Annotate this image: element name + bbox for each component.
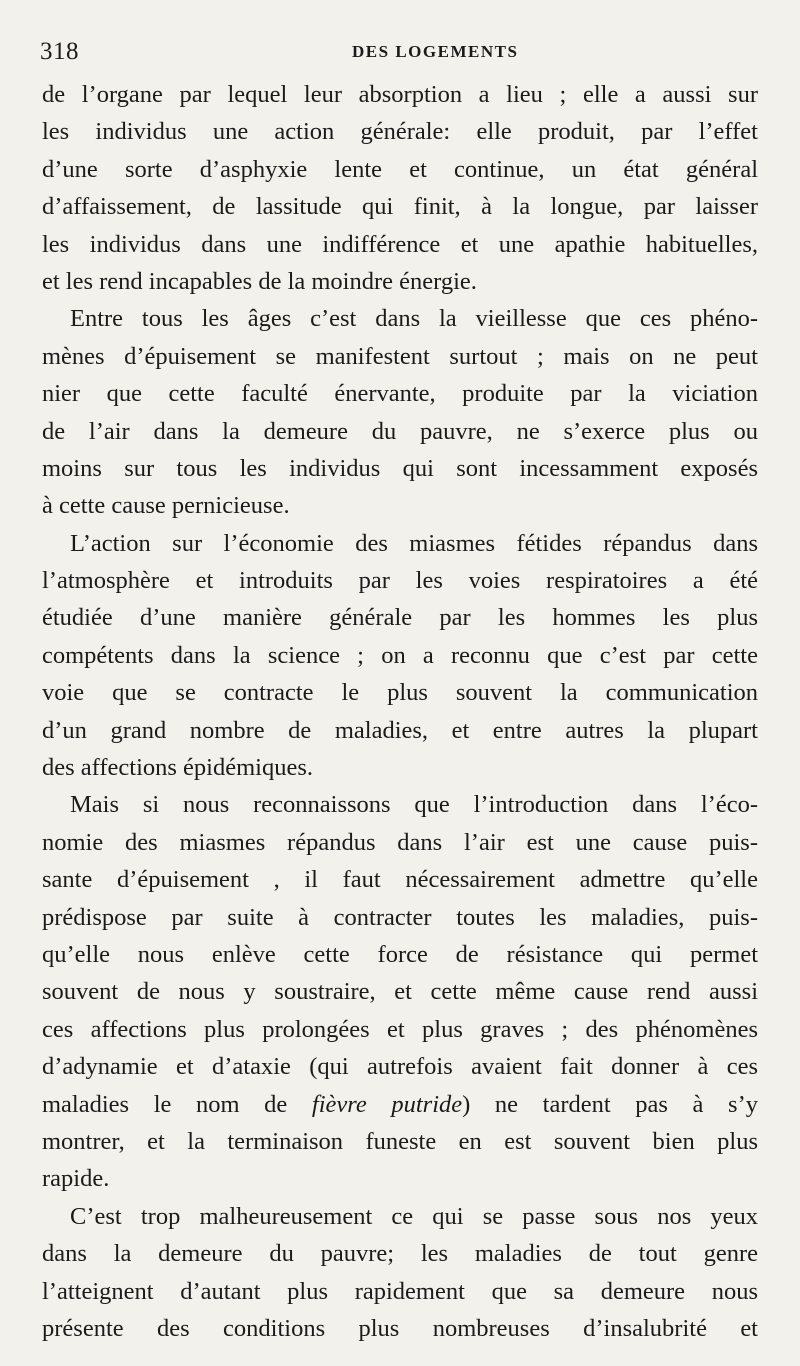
text-line: de l’organe par lequel leur absorption a lieu ; elle a aussi sur [42, 81, 758, 108]
running-title: DES LOGEMENTS [352, 42, 519, 61]
text-line: ces affections plus prolongées et plus graves ; des phénomènes [42, 1015, 758, 1043]
text-line: d’affaissement, de lassitude qui finit, à la longue, par laisser [42, 193, 758, 221]
text-line: les individus dans une indifférence et une apathie habituelles, [42, 230, 758, 258]
text-line: compétents dans la science ; on a reconnu que c’est par cette [42, 641, 758, 669]
page-number: 318 [40, 38, 79, 65]
text-line: nomie des miasmes répandus dans l’air est une cause puis- [42, 828, 758, 856]
text-line: nier que cette faculté énervante, produite par la viciation [42, 380, 758, 408]
text-segment: maladies le nom de [42, 1090, 312, 1118]
text-line: qu’elle nous enlève cette force de résistance qui permet [42, 940, 758, 968]
text-line: Mais si nous reconnaissons que l’introduction dans l’éco- [70, 791, 758, 819]
text-line: C’est trop malheureusement ce qui se passe sous nos yeux [70, 1202, 758, 1230]
text-line: d’une sorte d’asphyxie lente et continue, un état général [42, 155, 758, 183]
text-line: présente des conditions plus nombreuses d’insalubrité et [42, 1314, 758, 1342]
text-line: dans la demeure du pauvre; les maladies de tout genre [42, 1240, 758, 1268]
text-line: l’atmosphère et introduits par les voies respiratoires a été [42, 567, 758, 595]
text-line: à cette cause pernicieuse. [42, 492, 290, 520]
italic-phrase: fièvre putride [311, 1090, 463, 1118]
text-line: L’action sur l’économie des miasmes fétides répandus dans [70, 529, 758, 557]
page-header [40, 38, 760, 68]
text-line: montrer, et la terminaison funeste en est souvent bien plus [42, 1127, 758, 1155]
text-segment: ) ne tardent pas à s’y [462, 1090, 758, 1118]
text-line: d’un grand nombre de maladies, et entre autres la plupart [42, 716, 758, 744]
text-line: les individus une action générale: elle produit, par l’effet [42, 118, 758, 146]
text-line: et les rend incapables de la moindre énergie. [42, 267, 477, 295]
text-line [42, 1086, 758, 1123]
text-line: moins sur tous les individus qui sont incessamment exposés [42, 454, 758, 482]
text-line: Entre tous les âges c’est dans la vieillesse que ces phéno- [70, 305, 758, 333]
text-line: sante d’épuisement , il faut nécessairement admettre qu’elle [42, 866, 758, 894]
text-line: voie que se contracte le plus souvent la communication [42, 679, 758, 707]
text-line: prédispose par suite à contracter toutes les maladies, puis- [42, 903, 758, 931]
text-line: rapide. [42, 1165, 110, 1193]
text-line: l’atteignent d’autant plus rapidement que sa demeure nous [42, 1277, 758, 1305]
text-line: de l’air dans la demeure du pauvre, ne s’exerce plus ou [42, 417, 758, 445]
body-text [42, 76, 758, 1347]
text-line: mènes d’épuisement se manifestent surtout ; mais on ne peut [42, 342, 758, 370]
text-line: souvent de nous y soustraire, et cette même cause rend aussi [42, 978, 758, 1006]
text-line: étudiée d’une manière générale par les hommes les plus [42, 604, 758, 632]
text-line: des affections épidémiques. [42, 754, 314, 782]
text-line: d’adynamie et d’ataxie (qui autrefois avaient fait donner à ces [42, 1053, 758, 1081]
